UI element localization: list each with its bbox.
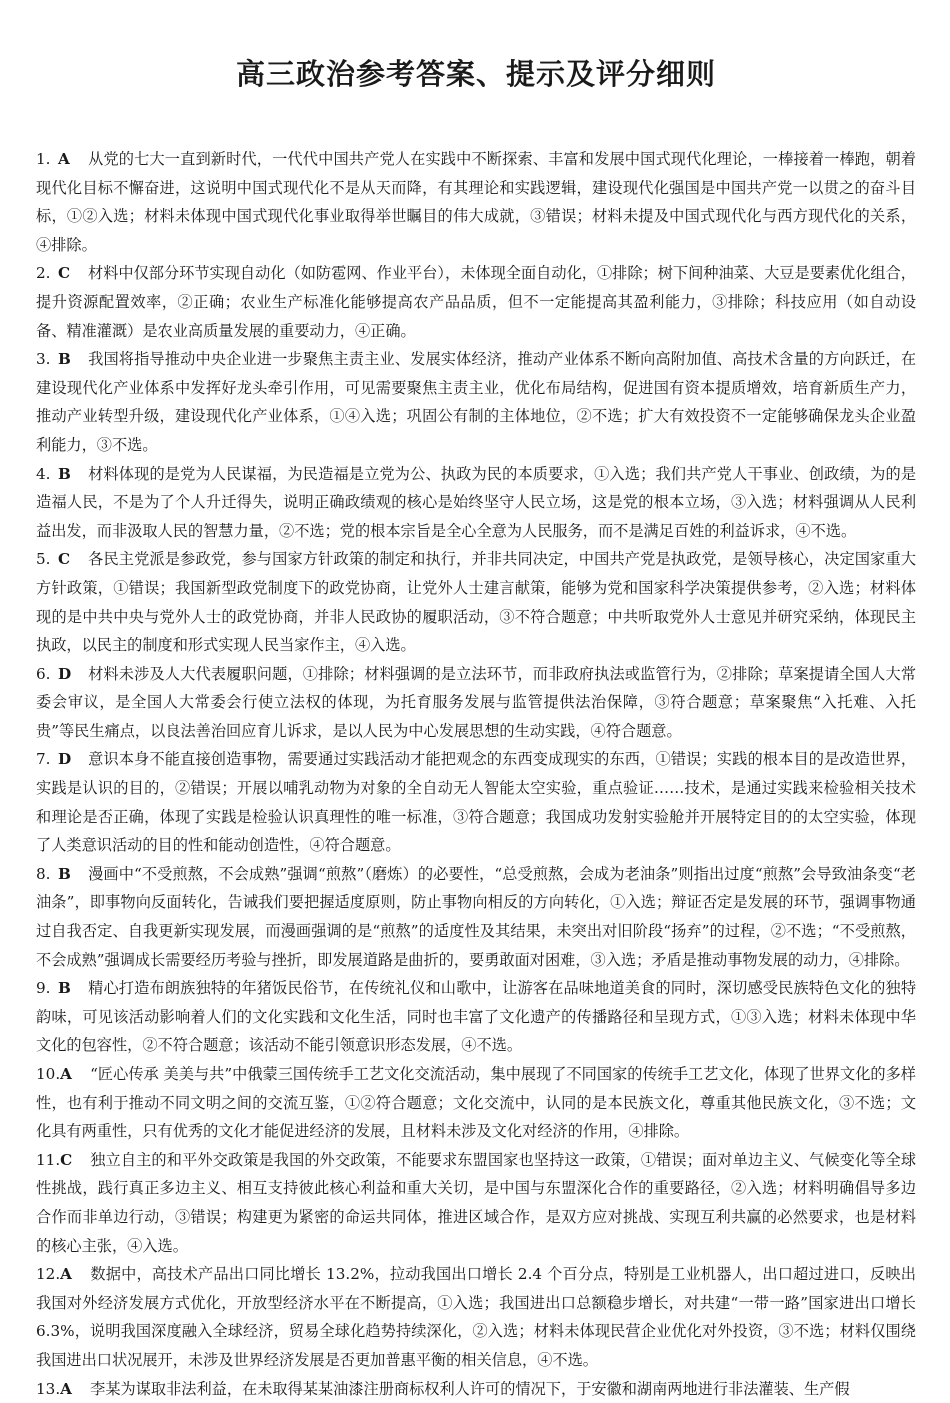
answer-letter: B [58,464,71,483]
question-number: 11. [36,1150,61,1169]
answer-letter: B [58,864,71,883]
question-number: 4. [36,464,51,483]
answer-letter: C [58,550,71,569]
answer-letter: A [60,1265,72,1284]
question-number: 7. [36,750,51,769]
answer-letter: C [60,1150,73,1169]
explanation-text: 我国将指导推动中央企业进一步聚焦主责主业、发展实体经济，推动产业体系不断向高附加值、高技术含量的方向跃迁，在建设现代化产业体系中发挥好龙头牵引作用，可见需要聚焦主责主业，优化布局结构，促进国有资本提质增效，培育新质生产力，推动产业转型升级，建设现代化产业体系，①④入选；巩固公有制的主体地位，②不选；扩大有效投资不一定能够确保龙头企业盈利能力，③不选。 [36,350,916,454]
explanation-text: 漫画中“不受煎熬，不会成熟”强调“煎熬”（磨炼）的必要性，“总受煎熬，会成为老油条”则指出过度“煎熬”会导致油条变“老油条”，即事物向反面转化，告诫我们要把握适度原则，防止事物向相反的方向转化，①入选；辩证否定是发展的环节，强调事物通过自我否定、自我更新实现发展，而漫画强调的是“煎熬”的适度性及其结果，未突出对旧阶段“扬弃”的过程，②不选；“不受煎熬，不会成熟”强调成长需要经历考验与挫折，即发展道路是曲折的，要勇敢面对困难，③入选；矛盾是推动事物发展的动力，④排除。 [36,864,916,969]
answer-item [36,259,916,345]
explanation-text: 各民主党派是参政党，参与国家方针政策的制定和执行，并非共同决定，中国共产党是执政党，是领导核心，决定国家重大方针政策，①错误；我国新型政党制度下的政党协商，让党外人士建言献策，能够为党和国家科学决策提供参考，②入选；材料体现的是中共中央与党外人士的政党协商，并非人民政协的履职活动，③不符合题意；中共听取党外人士意见并研究采纳，体现民主执政，以民主的制度和形式实现人民当家作主，④入选。 [36,550,916,655]
explanation-text: “匠心传承 美美与共”中俄蒙三国传统手工艺文化交流活动，集中展现了不同国家的传统手工艺文化，体现了世界文化的多样性，也有利于推动不同文明之间的交流互鉴，①②符合题意；文化交流中，认同的是本民族文化，尊重其他民族文化，③不选；文化具有两重性，只有优秀的文化才能促进经济的发展，且材料未涉及文化对经济的作用，④排除。 [36,1065,916,1141]
answer-item [36,1146,916,1260]
explanation-text: 材料体现的是党为人民谋福，为民造福是立党为公、执政为民的本质要求，①入选；我们共产党人干事业、创政绩，为的是造福人民，不是为了个人升迁得失，说明正确政绩观的核心是始终坚守人民立场，这是党的根本立场，③入选；材料强调从人民利益出发，而非汲取人民的智慧力量，②不选；党的根本宗旨是全心全意为人民服务，而不是满足百姓的利益诉求，④不选。 [36,464,916,540]
answer-item [36,145,916,259]
question-number: 1. [36,150,51,168]
answer-letter: A [60,1065,72,1083]
explanation-text: 意识本身不能直接创造事物，需要通过实践活动才能把观念的东西变成现实的东西，①错误；实践的根本目的是改造世界，实践是认识的目的，②错误；开展以哺乳动物为对象的全自动无人智能太空实验，重点验证……技术，是通过实践来检验相关技术和理论是否正确，体现了实践是检验认识真理性的唯一标准，③符合题意；我国成功发射实验舱并开展特定目的的太空实验，体现了人类意识活动的目的性和能动创造性，④符合题意。 [36,750,916,855]
explanation-text: 从党的七大一直到新时代，一代代中国共产党人在实践中不断探索、丰富和发展中国式现代化理论，一棒接着一棒跑，朝着现代化目标不懈奋进，这说明中国式现代化不是从天而降，有其理论和实践逻辑，建设现代化强国是中国共产党一以贯之的奋斗目标，①②入选；材料未体现中国式现代化事业取得举世瞩目的伟大成就，③错误；材料未提及中国式现代化与西方现代化的关系，④排除。 [36,150,916,254]
page-title: 高三政治参考答案、提示及评分细则 [235,57,716,91]
answer-letter: D [58,750,72,769]
question-number: 13. [36,1379,61,1398]
answer-item [36,1060,916,1146]
answer-item [36,660,916,746]
question-number: 9. [36,979,51,998]
question-number: 8. [36,864,51,883]
question-number: 3. [36,350,51,369]
answer-item [36,1375,916,1403]
answer-letter: A [60,1379,72,1398]
answer-letter: B [58,350,71,369]
explanation-text: 精心打造布朗族独特的年猪饭民俗节，在传统礼仪和山歌中，让游客在品味地道美食的同时，深切感受民族特色文化的独特韵味，可见该活动影响着人们的文化实践和文化生活，同时也丰富了文化遗产的传播路径和呈现方式，①③入选；材料未体现中华文化的包容性，②不符合题意；该活动不能引领意识形态发展，④不选。 [36,979,916,1055]
explanation-text: 材料中仅部分环节实现自动化（如防雹网、作业平台），未体现全面自动化，①排除；树下间种油菜、大豆是要素优化组合，提升资源配置效率，②正确；农业生产标准化能够提高农产品品质，但不一定能提高其盈利能力，③排除；科技应用（如自动设备、精准灌溉）是农业高质量发展的重要动力，④正确。 [36,264,916,340]
answer-list [36,145,916,1403]
answer-item [36,1260,916,1374]
question-number: 5. [36,550,51,569]
explanation-text: 李某为谋取非法利益，在未取得某某油漆注册商标权利人许可的情况下，于安徽和湖南两地进行非法灌装、生产假 [90,1379,850,1398]
answer-item [36,974,916,1060]
question-number: 6. [36,664,51,683]
answer-item [36,345,916,459]
answer-item [36,860,916,974]
question-number: 2. [36,264,51,283]
explanation-text: 材料未涉及人大代表履职问题，①排除；材料强调的是立法环节，而非政府执法或监管行为，②排除；草案提请全国人大常委会审议，是全国人大常委会行使立法权的体现，为托育服务发展与监管提供法治保障，③符合题意；草案聚焦“入托难、入托贵”等民生痛点，以良法善治回应育儿诉求，是以人民为中心发展思想的生动实践，④符合题意。 [36,664,916,740]
answer-item [36,545,916,659]
answer-item [36,745,916,859]
question-number: 12. [36,1265,61,1284]
explanation-text: 独立自主的和平外交政策是我国的外交政策，不能要求东盟国家也坚持这一政策，①错误；面对单边主义、气候变化等全球性挑战，践行真正多边主义、相互支持彼此核心利益和重大关切，是中国与东盟深化合作的重要路径，②入选；材料明确倡导多边合作而非单边行动，③错误；构建更为紧密的命运共同体，推进区域合作，是双方应对挑战、实现互利共赢的必然要求，也是材料的核心主张，④入选。 [36,1150,916,1255]
answer-item [36,460,916,546]
explanation-text: 数据中，高技术产品出口同比增长 13.2%，拉动我国出口增长 2.4 个百分点，特别是工业机器人，出口超过进口，反映出我国对外经济发展方式优化，开放型经济水平在不断提高，①入选；我国进出口总额稳步增长，对共建“一带一路”国家进出口增长 6.3%，说明我国深度融入全球经济，贸易全球化趋势持续深化，②入选；材料未体现民营企业优化对外投资，③不选；材料仅围绕我国进出口状况展开，未涉及世界经济发展是否更加普惠平衡的相关信息，④不选。 [36,1265,916,1369]
answer-letter: B [58,979,71,998]
answer-letter: C [58,264,71,283]
answer-letter: D [58,664,72,683]
answer-letter: A [58,150,70,168]
question-number: 10. [36,1065,61,1083]
